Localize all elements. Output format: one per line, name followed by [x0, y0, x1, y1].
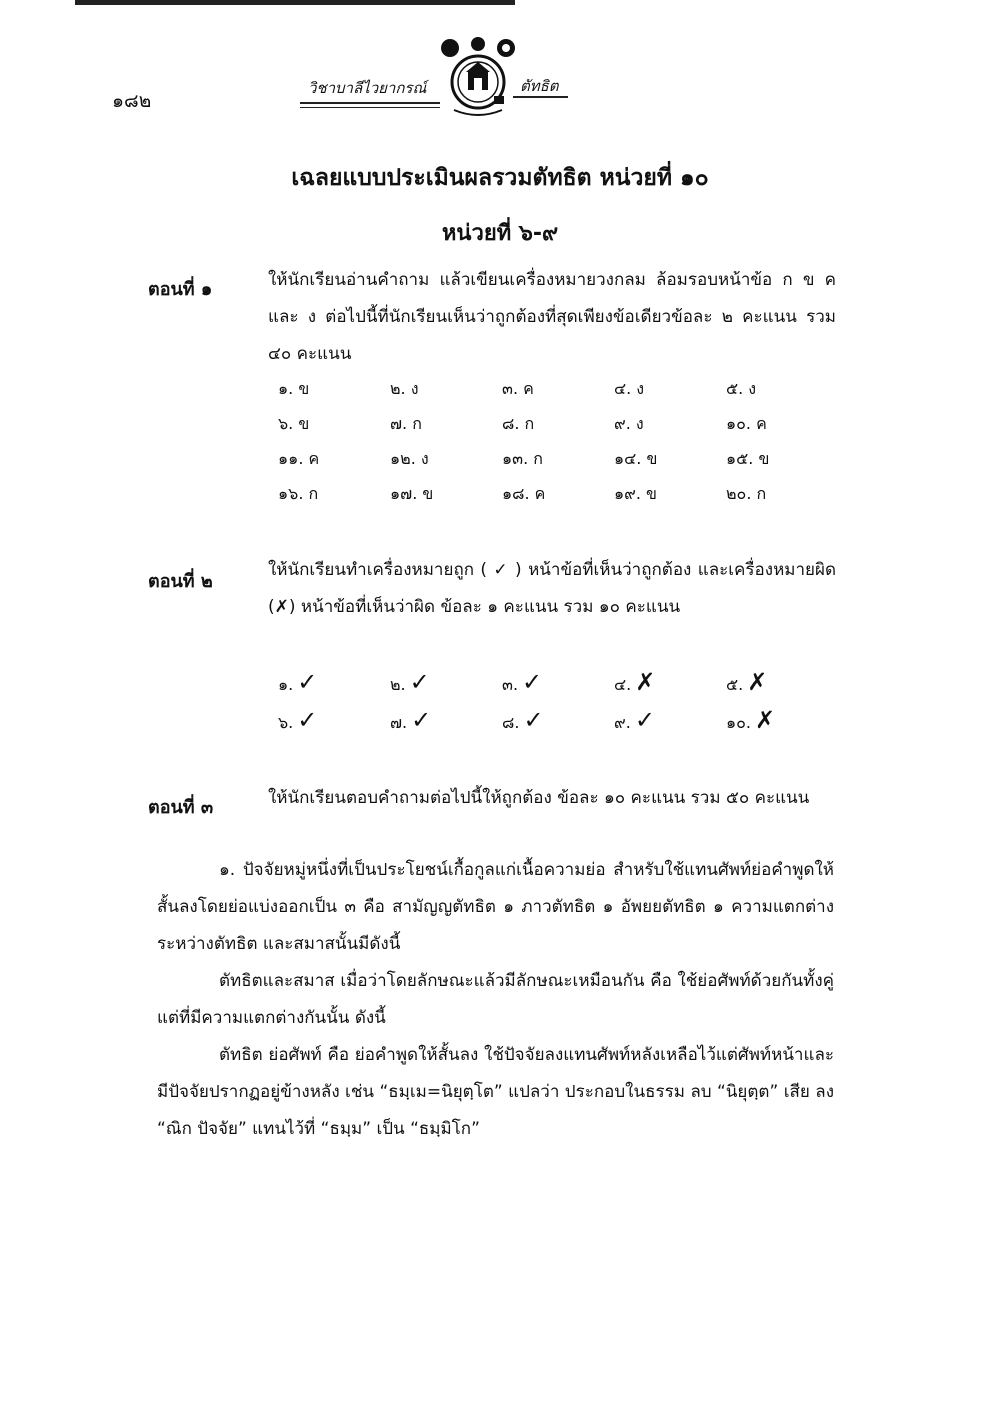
answer-item: ๑๐. ค [726, 414, 767, 433]
answer-item: ๓. ✓ [502, 668, 543, 696]
answer-item: ๑๖. ก [278, 484, 319, 503]
emblem-logo [436, 36, 520, 120]
part1-instruction: ให้นักเรียนอ่านคำถาม แล้วเขียนเครื่องหมายวงกลม ล้อมรอบหน้าข้อ ก ข ค และ ง ต่อไปนี้ที่นักเรียนเห็นว่าถูกต้องที่สุดเพียงข้อเดียวข้อละ ๒ คะแนน รวม ๔๐ คะแนน [268, 270, 836, 364]
answer-item: ๓. ค [502, 379, 534, 398]
part2-label: ตอนที่ ๒ [148, 571, 213, 592]
answer-item: ๖. ข [278, 414, 310, 433]
answer-item: ๔. ✗ [614, 668, 656, 696]
part2-instruction: ให้นักเรียนทำเครื่องหมายถูก ( ✓ ) หน้าข้อที่เห็นว่าถูกต้อง และเครื่องหมายผิด (✗) หน้าข้อที่เห็นว่าผิด ข้อละ ๑ คะแนน รวม ๑๐ คะแนน [268, 560, 836, 617]
header-rule [300, 102, 440, 104]
answer-item: ๑๒. ง [390, 449, 429, 468]
answer-paragraph: ตัทธิต ย่อศัพท์ คือ ย่อคำพูดให้สั้นลง ใช้ปัจจัยลงแทนศัพท์หลังเหลือไว้แต่ศัพท์หน้าและมีปัจจัยปรากฏอยู่ข้างหลัง เช่น “ธมฺเม=นิยุตฺโต” แปลว่า ประกอบในธรรม ลบ “นิยุตฺต” เสีย ลง “ณิก ปัจจัย” แทนไว้ที่ “ธมฺม” เป็น “ธมฺมิโก” [157, 1045, 834, 1139]
answer-item: ๑๓. ก [502, 449, 543, 468]
answer-item: ๑๘. ค [502, 484, 546, 503]
part3-label: ตอนที่ ๓ [148, 797, 214, 818]
answer-row [278, 664, 838, 702]
answer-item: ๖. ✓ [278, 706, 318, 734]
part1-answer-grid [278, 372, 838, 512]
check-mark-icon: ✓ [634, 706, 655, 734]
answer-item: ๑๙. ข [614, 484, 657, 503]
subject-label: ตัทธิต [520, 77, 559, 95]
answer-item: ๕. ง [726, 379, 757, 398]
part2-answer-grid [278, 664, 838, 740]
answer-item: ๔. ง [614, 379, 645, 398]
cross-mark-icon: ✗ [755, 706, 776, 734]
answer-paragraph: ตัทธิตและสมาส เมื่อว่าโดยลักษณะแล้วมีลักษณะเหมือนกัน คือ ใช้ย่อศัพท์ด้วยกันทั้งคู่ แต่ที่มีความแตกต่างกันนั้น ดังนี้ [157, 971, 834, 1028]
answer-item: ๙. ✓ [614, 706, 655, 734]
answer-item: ๗. ✓ [390, 706, 432, 734]
answer-item: ๑๗. ข [390, 484, 434, 503]
answer-item: ๘. ก [502, 414, 535, 433]
top-border-line [75, 0, 515, 5]
cross-mark-icon: ✗ [635, 668, 656, 696]
page-number: ๑๘๒ [112, 90, 152, 112]
answer-row [278, 442, 838, 477]
answer-item: ๑๔. ข [614, 449, 658, 468]
answer-item: ๗. ก [390, 414, 422, 433]
answer-row [278, 407, 838, 442]
header-rule [300, 107, 440, 108]
check-mark-icon: ✓ [523, 706, 544, 734]
answer-item: ๕. ✗ [726, 668, 768, 696]
answer-item: ๘. ✓ [502, 706, 544, 734]
answer-item: ๒๐. ก [726, 484, 767, 503]
book-title: วิชาบาลีไวยากรณ์ [308, 79, 427, 97]
answer-item: ๙. ง [614, 414, 644, 433]
page-subtitle: หน่วยที่ ๖-๙ [441, 221, 559, 246]
part1-label: ตอนที่ ๑ [148, 279, 213, 300]
check-mark-icon: ✓ [411, 706, 432, 734]
answer-item: ๑. ✓ [278, 668, 318, 696]
answer-item: ๒. ง [390, 379, 419, 398]
answer-paragraph: ๑. ปัจจัยหมู่หนึ่งที่เป็นประโยชน์เกื้อกูลแก่เนื้อความย่อ สำหรับใช้แทนศัพท์ย่อคำพูดให้สั้นลงโดยย่อแบ่งออกเป็น ๓ คือ สามัญญตัทธิต ๑ ภาวตัทธิต ๑ อัพยยตัทธิต ๑ ความแตกต่างระหว่างตัทธิต และสมาสนั้นมีดังนี้ [157, 860, 834, 954]
check-mark-icon: ✓ [409, 668, 430, 696]
answer-row [278, 477, 838, 512]
answer-item: ๒. ✓ [390, 668, 430, 696]
answer-item: ๑๐. ✗ [726, 706, 776, 734]
part3-answer-text [157, 852, 834, 1148]
page-title: เฉลยแบบประเมินผลรวมตัทธิต หน่วยที่ ๑๐ [291, 165, 709, 191]
check-mark-icon: ✓ [297, 668, 318, 696]
cross-mark-icon: ✗ [747, 668, 768, 696]
part3-instruction: ให้นักเรียนตอบคำถามต่อไปนี้ให้ถูกต้อง ข้อละ ๑๐ คะแนน รวม ๕๐ คะแนน [268, 788, 810, 808]
check-mark-icon: ✓ [297, 706, 318, 734]
answer-row [278, 372, 838, 407]
check-mark-icon: ✓ [522, 668, 543, 696]
answer-item: ๑. ข [278, 379, 310, 398]
answer-item: ๑๑. ค [278, 449, 320, 468]
answer-row [278, 702, 838, 740]
answer-item: ๑๕. ข [726, 449, 770, 468]
header-rule [513, 96, 568, 98]
